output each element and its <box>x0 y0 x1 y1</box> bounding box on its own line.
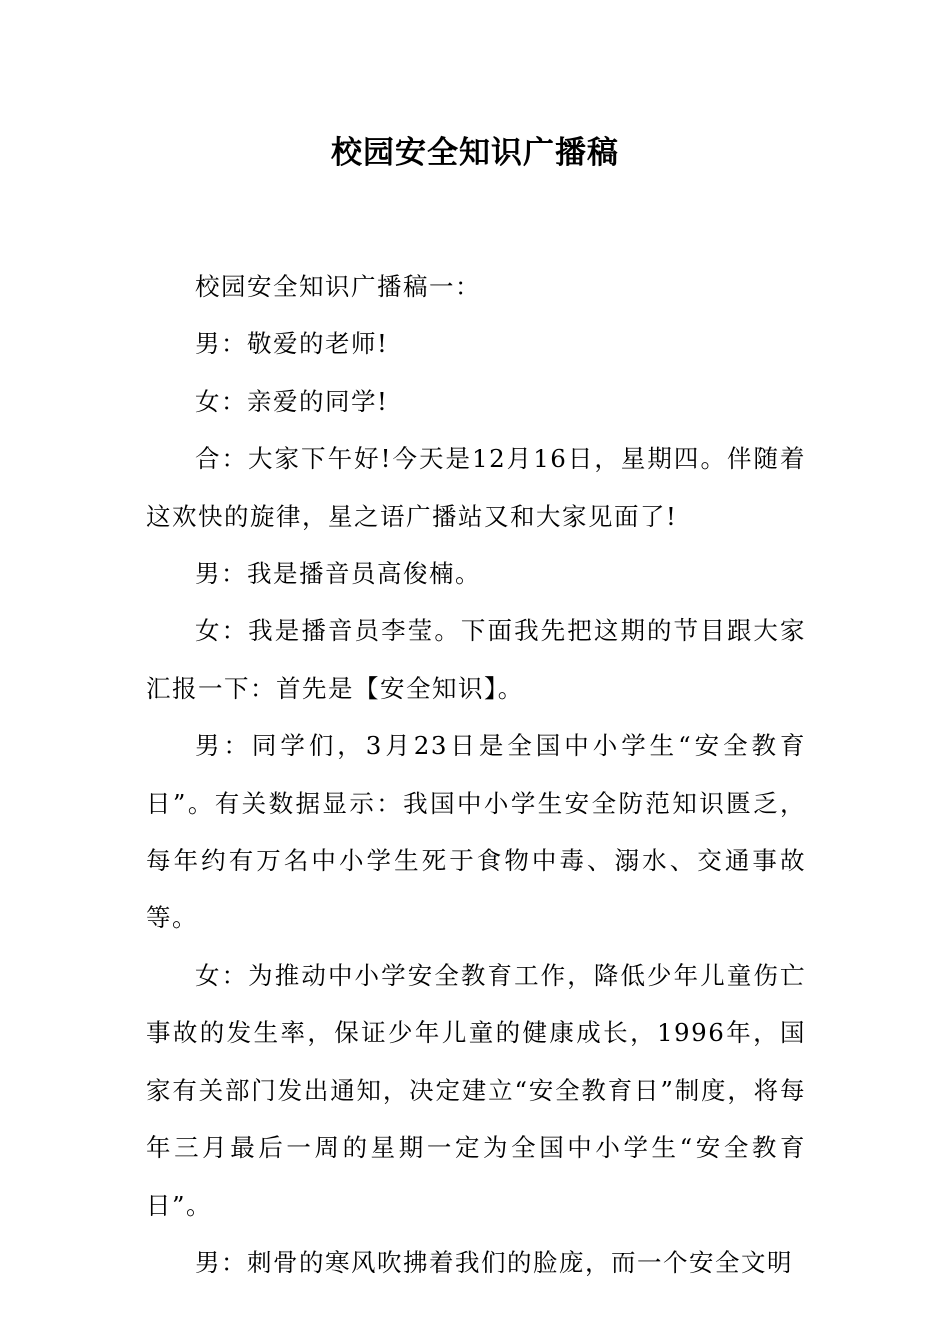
paragraph-6: 女：我是播音员李莹。下面我先把这期的节目跟大家汇报一下：首先是【安全知识】。 <box>146 616 806 703</box>
paragraph-9: 男：刺骨的寒风吹拂着我们的脸庞，而一个安全文明 <box>195 1247 793 1277</box>
paragraph-2: 男：敬爱的老师! <box>195 329 389 359</box>
paragraph-8: 女：为推动中小学安全教育工作，降低少年儿童伤亡事故的发生率，保证少年儿童的健康成长，1996年，国家有关部门发出通知，决定建立“安全教育日”制度，将每年三月最后一周的星期一定为全国中小学生“安全教育日”。 <box>146 960 806 1220</box>
paragraph-4: 合：大家下午好!今天是12月16日，星期四。伴随着这欢快的旋律，星之语广播站又和大家见面了! <box>146 444 806 531</box>
paragraph-5: 男：我是播音员高俊楠。 <box>195 559 481 589</box>
document-body <box>146 258 806 1291</box>
paragraph-1: 校园安全知识广播稿一： <box>195 272 481 301</box>
document-title: 校园安全知识广播稿 <box>331 135 619 171</box>
paragraph-3: 女：亲爱的同学! <box>195 386 389 416</box>
paragraph-7: 男：同学们，3月23日是全国中小学生“安全教育日”。有关数据显示：我国中小学生安全防范知识匮乏，每年约有万名中小学生死于食物中毒、溺水、交通事故等。 <box>146 731 806 933</box>
